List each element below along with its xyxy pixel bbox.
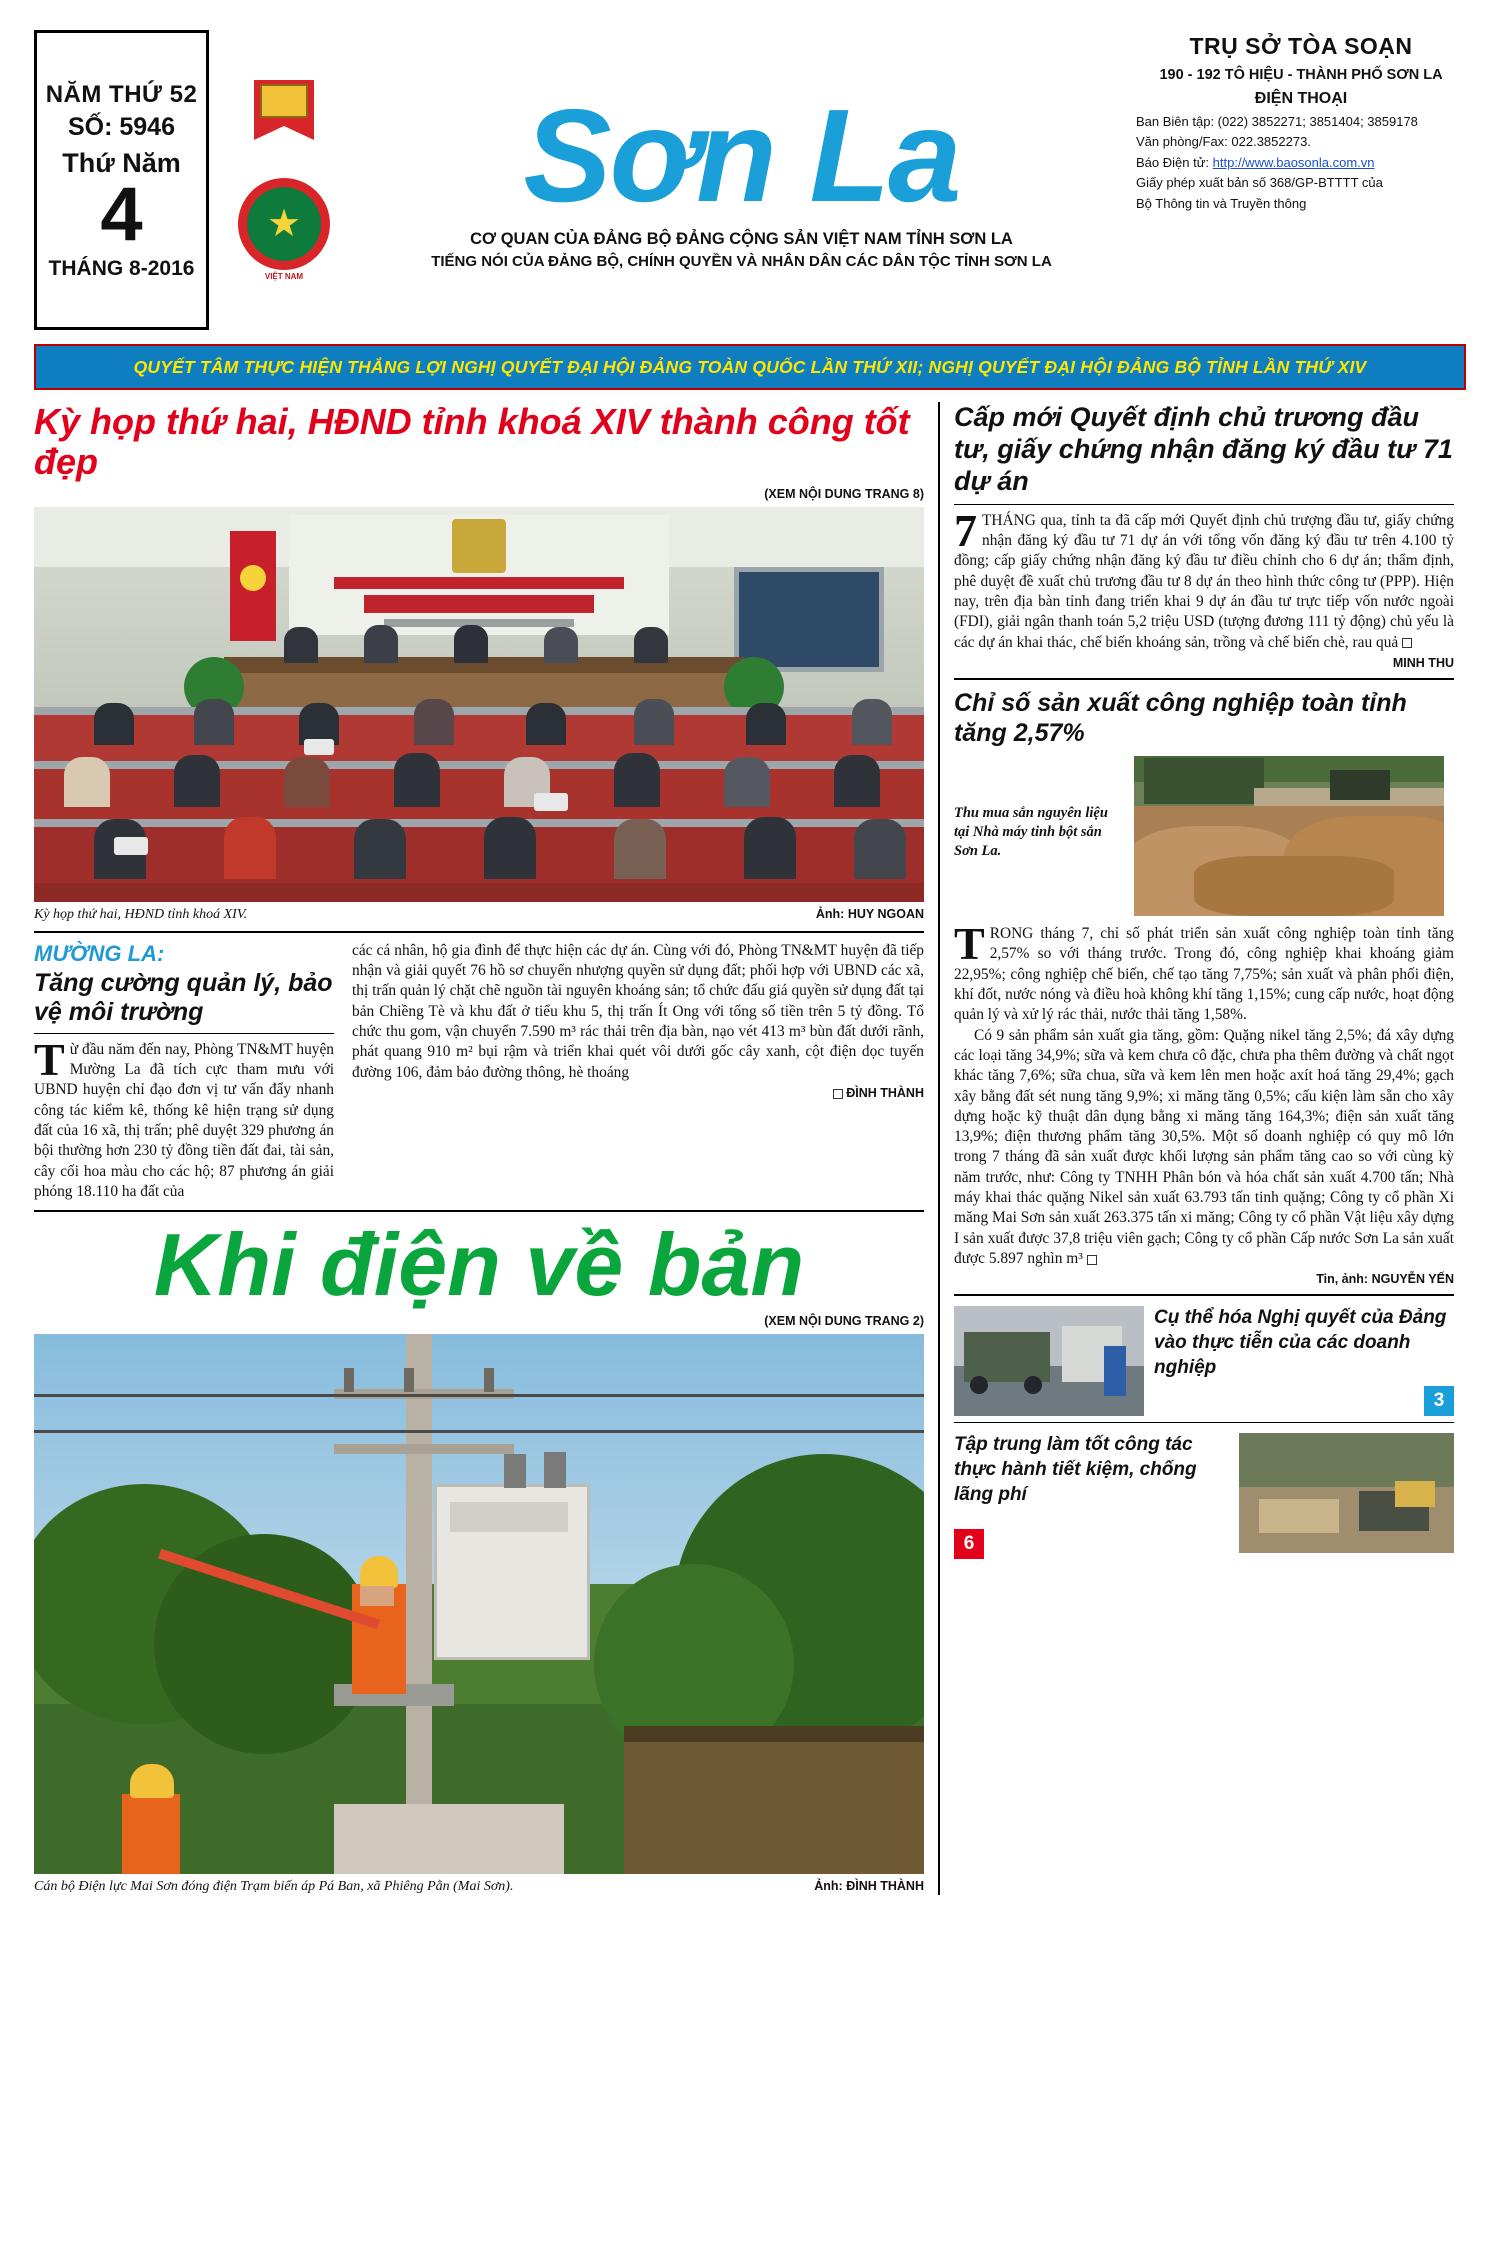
divider	[34, 931, 924, 933]
right-article2-photo-caption: Thu mua sắn nguyên liệu tại Nhà máy tinh bột sắn Sơn La.	[954, 804, 1108, 859]
medal-emblem	[209, 30, 359, 330]
right-column	[938, 402, 1454, 1895]
muongla-headline[interactable]: Tăng cường quản lý, bảo vệ môi trường	[34, 968, 333, 1026]
feature-caption-text: Cán bộ Điện lực Mai Sơn đóng điện Trạm biến áp Pá Ban, xã Phiêng Pằn (Mai Sơn).	[34, 1879, 514, 1894]
emblem-label: VIỆT NAM	[264, 271, 304, 281]
credit-name: HUY NGOAN	[847, 906, 924, 921]
feature-see-page: (XEM NỘI DUNG TRANG 2)	[764, 1314, 924, 1328]
promo-1-photo	[954, 1306, 1144, 1416]
feature-headline[interactable]: Khi điện về bản	[153, 1215, 805, 1315]
divider-r1	[954, 504, 1454, 505]
divider-thin	[34, 1033, 334, 1034]
right-article1-text: THÁNG qua, tỉnh ta đã cấp mới Quyết định chủ trượng đầu tư, giấy chứng nhận đăng ký đầu tư 71 dự án với tổng vốn đăng ký đầu tư trên 4.100 tỷ đồng; cấp giấy chứng nhận đăng ký đầu tư điều chỉnh cho 6 dự án; thẩm định, phê duyệt đề xuất chủ trương đầu tư 8 dự án theo hình thức công tư (PPP). Hiện nay, trên địa bàn tỉnh đang triển khai 9 dự án đầu tư trực tiếp vốn nước ngoài (FDI), giải ngân thanh toán 5,2 triệu USD (tượng đương 111 tỷ động) chủ yếu là các dự án khai thác, chế biến khoáng sản, trồng và chế biến chè, rau quả	[954, 511, 1454, 651]
phone-heading: ĐIỆN THOẠI	[1254, 90, 1348, 108]
divider-2	[34, 1210, 924, 1212]
right-article2-p1-text: RONG tháng 7, chỉ số phát triển sản xuất công nghiệp toàn tỉnh tăng 2,57% so với tháng trước. Trong đó, công nghiệp khai khoáng giảm 22,95%; công nghiệp chế biến, chế tạo tăng 7,75%; sản xuất và phân phối điện, khí đốt, nước nóng và điều hoà không khí tăng 1,15%; cung cấp nước, hoạt động quản lý và xử lý rác thải, nước thải tăng 1,58%.	[954, 924, 1454, 1024]
divider-r2	[954, 678, 1454, 680]
office-heading: TRỤ SỞ TÒA SOẠN	[1189, 33, 1413, 59]
office-fax: Văn phòng/Fax: 022.3852273.	[1136, 134, 1311, 150]
promo-1-text: Cụ thể hóa Nghị quyết của Đảng vào thực tiễn của các doanh nghiệp	[1154, 1307, 1447, 1378]
promo-2-page: 6	[954, 1529, 984, 1559]
right-article2-headline[interactable]: Chỉ số sản xuất công nghiệp toàn tỉnh tăng 2,57%	[954, 688, 1407, 747]
feature-credit-name: ĐÌNH THÀNH	[846, 1879, 924, 1893]
right-article2-byline	[954, 1272, 1454, 1286]
lead-photo	[34, 507, 924, 902]
muongla-byline	[352, 1086, 924, 1100]
caption-credit	[816, 907, 924, 923]
caption-text: Kỳ họp thứ hai, HĐND tỉnh khoá XIV.	[34, 906, 248, 922]
right-article2-p2	[954, 1026, 1454, 1270]
weekday: Thứ Năm	[62, 147, 181, 178]
license-line-1: Giấy phép xuất bản số 368/GP-BTTTT của	[1136, 175, 1383, 191]
year-label: NĂM THỨ 52	[45, 80, 198, 108]
promo-item-2[interactable]	[954, 1433, 1454, 1553]
lead-photo-caption	[34, 907, 924, 923]
promo-1-page: 3	[1424, 1386, 1454, 1416]
muongla-dropcap: T	[34, 1033, 65, 1085]
emblem-star-icon: ★	[238, 178, 330, 270]
promo-item-1[interactable]	[954, 1306, 1454, 1416]
feature-credit-label: Ảnh:	[814, 1879, 843, 1893]
right-article2-dropcap: T	[954, 917, 985, 969]
divider-r4	[954, 1422, 1454, 1423]
right-article2-p2-text: Có 9 sản phẩm sản xuất gia tăng, gồm: Quặng nikel tăng 2,5%; đá xây dựng các loại tăng 34,9%; sữa và kem chưa cô đặc, chưa pha thêm đường và chất ngọt khác tăng 7,6%; sữa chua, sữa và kem lên men hoặc axít hoá tăng 29,4%; gạch xây bằng đất sét nung tăng 9,9%; xi măng tăng 0,5%; cấu kiện làm sẵn cho xây dựng hoặc kỹ thuật dân dụng bằng xi măng tăng 164,3%; điện sản xuất tăng 13,9%; điện thương phẩm tăng 30,5%. Một số doanh nghiệp có quy mô lớn trong 7 tháng đã sản xuất được khối lượng sản phẩm tăng cao so với cùng kỳ năm trước, như: Công ty TNHH Phân bón và hóa chất sản xuất 4.700 tấn; Nhà máy khai thác quặng Nikel sản xuất 63.793 tấn tinh quặng; Công ty cổ phần Xi măng Mai Sơn sản xuất 263.375 tấn xi măng; Công ty cổ phần Vật liệu xây dựng I sản xuất được 37,8 triệu viên gạch; Công ty cổ phần Cấp nước Sơn La sản xuất được 5.897 nghìn m³	[954, 1026, 1454, 1268]
masthead-subtitle-1: CƠ QUAN CỦA ĐẢNG BỘ ĐẢNG CỘNG SẢN VIỆT NAM TỈNH SƠN LA	[470, 230, 1013, 248]
month-year: THÁNG 8-2016	[48, 257, 195, 281]
credit-label: Ảnh:	[815, 906, 845, 921]
license-line-2: Bộ Thông tin và Truyền thông	[1136, 195, 1307, 211]
right-article2-byline-label: Tin, ảnh:	[1316, 1272, 1369, 1287]
lead-headline[interactable]: Kỳ họp thứ hai, HĐND tỉnh khoá XIV thành công tốt đẹp	[34, 401, 910, 483]
content-area	[34, 402, 1466, 1895]
divider-r3	[954, 1294, 1454, 1296]
right-article1-byline: MINH THU	[1392, 655, 1454, 670]
office-address: 190 - 192 TÔ HIỆU - THÀNH PHỐ SƠN LA	[1159, 66, 1443, 83]
feature-photo-caption	[34, 1879, 924, 1895]
muongla-body-col2: các cá nhân, hộ gia đình để thực hiện các dự án. Cùng với đó, Phòng TN&MT huyện đã tiếp nhận và giải quyết 76 hồ sơ chuyển nhượng quyền sử dụng đất; phối hợp với UBND các xã, thị trấn quản lý chặt chẽ nguồn tài nguyên khoáng sản; tổ chức đấu giá quyền sử dụng đất tại bản Chiềng Tè và khu đất ở tiểu khu 5, thị trấn Ít Ong với tổng số tiền trên 5 tỷ đồng. Tổ chức thu gom, vận chuyển 7.590 m³ rác thải trên địa bàn, nạo vét 413 m³ bùn đất dưới rãnh, phát quang 910 m² bụi rậm và triển khai quét vôi dưới gốc cây xanh, cột điện dọc tuyến đường 106, đảm bảo đường thông, hè thoáng	[352, 941, 924, 1081]
right-article2-p1	[954, 917, 1454, 1026]
masthead-subtitle-2: TIẾNG NÓI CỦA ĐẢNG BỘ, CHÍNH QUYỀN VÀ NHÂN DÂN CÁC DÂN TỘC TỈNH SƠN LA	[431, 253, 1052, 270]
promo-2-text: Tập trung làm tốt công tác thực hành tiết kiệm, chống lãng phí	[954, 1434, 1197, 1505]
editorial-phone: Ban Biên tập: (022) 3852271; 3851404; 3859178	[1136, 113, 1418, 129]
right-article2-photo-block	[954, 756, 1454, 916]
right-article1-body	[954, 504, 1454, 653]
right-article2-byline-name: NGUYỄN YẾN	[1371, 1272, 1454, 1287]
left-column	[34, 402, 924, 1895]
muongla-kicker: MƯỜNG LA:	[34, 940, 165, 966]
medal-icon	[232, 80, 336, 184]
office-info	[1124, 30, 1466, 330]
muongla-body-col1	[34, 1033, 334, 1203]
right-article2-photo	[1134, 756, 1444, 916]
muongla-article	[34, 941, 924, 1203]
slogan-text: QUYẾT TÂM THỰC HIỆN THẮNG LỢI NGHỊ QUYẾT ĐẠI HỘI ĐẢNG TOÀN QUỐC LẦN THỨ XII; NGHỊ QUYẾT ĐẠI HỘI ĐẢNG BỘ TỈNH LẦN THỨ XIV	[133, 356, 1367, 377]
enews-url[interactable]: http://www.baosonla.com.vn	[1212, 154, 1375, 170]
enews-label: Báo Điện tử:	[1136, 154, 1210, 170]
lead-see-page: (XEM NỘI DUNG TRANG 8)	[764, 486, 924, 501]
right-article1-headline[interactable]: Cấp mới Quyết định chủ trương đầu tư, giấy chứng nhận đăng ký đầu tư 71 dự án	[954, 402, 1453, 496]
masthead-title-block	[359, 30, 1124, 330]
muongla-col1-text: ừ đầu năm đến nay, Phòng TN&MT huyện Mường La đã tích cực tham mưu với UBND huyện chỉ đạo đơn vị tư vấn đẩy nhanh công tác kiểm kê, thống kê hiện trạng sử dụng đất của 16 xã, thị trấn; phê duyệt 329 phương án bội thường hơn 230 tỷ đồng tiền đất đai, tài sản, cây cối hoa màu cho các hộ; 87 phương án giải phóng 18.110 ha đất của	[34, 1040, 334, 1200]
muongla-byline-name: ĐÌNH THÀNH	[846, 1085, 924, 1100]
issue-box	[34, 30, 209, 330]
right-article1-dropcap: 7	[954, 504, 977, 556]
day-number: 4	[100, 171, 143, 257]
slogan-banner	[34, 344, 1466, 390]
issue-number: SỐ: 5946	[67, 112, 175, 141]
enews-line	[1136, 154, 1466, 172]
feature-photo	[34, 1334, 924, 1874]
feature-caption-credit	[814, 1879, 924, 1895]
masthead	[34, 30, 1466, 330]
newspaper-title: Sơn La	[523, 82, 960, 229]
promo-2-photo	[1239, 1433, 1454, 1553]
